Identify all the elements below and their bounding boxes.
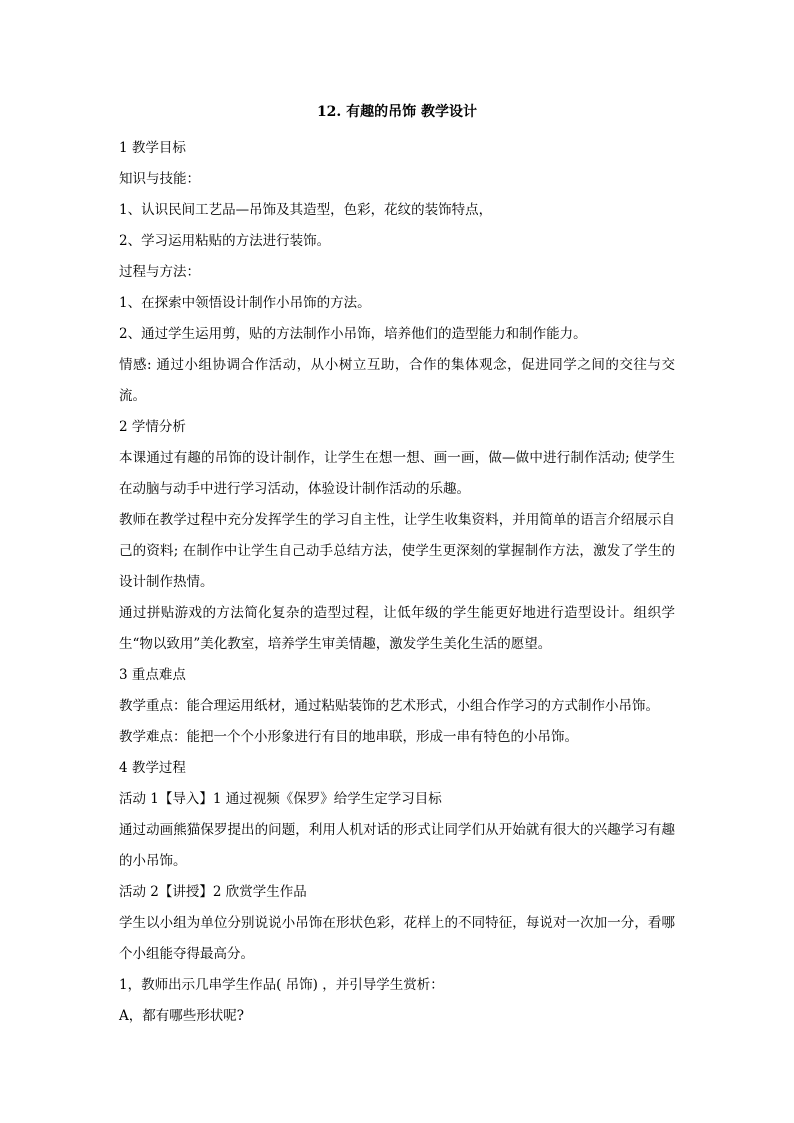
paragraph-key-point: 教学重点：能合理运用纸材，通过粘贴装饰的艺术形式，小组合作学习的方式制作小吊饰。 <box>119 698 659 714</box>
document-title: 12. 有趣的吊饰 教学设计 <box>316 104 478 120</box>
paragraph: 本课通过有趣的吊饰的设计制作，让学生在想一想、画一画，做—做中进行制作活动; 使学生在动脑与动手中进行学习活动，体验设计制作活动的乐趣。 <box>119 450 675 497</box>
paragraph: 教师在教学过程中充分发挥学生的学习自主性，让学生收集资料，并用简单的语言介绍展示自己的资料; 在制作中让学生自己动手总结方法，使学生更深刻的掌握制作方法，激发了学生的设计制作热情。 <box>119 512 675 590</box>
paragraph: 1、在探索中领悟设计制作小吊饰的方法。 <box>119 295 371 311</box>
heading-student-analysis: 2 学情分析 <box>119 419 186 435</box>
subheading-process-methods: 过程与方法： <box>119 264 200 280</box>
heading-objectives: 1 教学目标 <box>119 140 186 156</box>
subheading-knowledge-skills: 知识与技能： <box>119 171 200 187</box>
paragraph: 通过拼贴游戏的方法简化复杂的造型过程，让低年级的学生能更好地进行造型设计。组织学生“物以致用”美化教室，培养学生审美情趣，激发学生美化生活的愿望。 <box>119 605 675 652</box>
activity-2-heading: 活动 2【讲授】2 欣赏学生作品 <box>119 884 307 900</box>
heading-key-points: 3 重点难点 <box>119 667 186 683</box>
paragraph: 2、通过学生运用剪，贴的方法制作小吊饰，培养他们的造型能力和制作能力。 <box>119 326 587 342</box>
paragraph: A，都有哪些形状呢? <box>119 1008 244 1024</box>
paragraph: 通过动画熊猫保罗提出的问题，利用人机对话的形式让同学们从开始就有很大的兴趣学习有趣的小吊饰。 <box>119 822 675 869</box>
activity-1-heading: 活动 1【导入】1 通过视频《保罗》给学生定学习目标 <box>119 791 442 807</box>
paragraph-emotion: 情感: 通过小组协调合作活动，从小树立互助，合作的集体观念，促进同学之间的交往与交流。 <box>119 357 675 404</box>
paragraph: 1、认识民间工艺品—吊饰及其造型，色彩，花纹的装饰特点， <box>119 202 493 218</box>
paragraph-difficulty: 教学难点：能把一个个小形象进行有目的地串联，形成一串有特色的小吊饰。 <box>119 729 578 745</box>
document-body <box>119 133 675 1032</box>
paragraph: 1，教师出示几串学生作品( 吊饰) ，并引导学生赏析： <box>119 977 444 993</box>
paragraph: 2、学习运用粘贴的方法进行装饰。 <box>119 233 331 249</box>
paragraph: 学生以小组为单位分别说说小吊饰在形状色彩，花样上的不同特征，每说对一次加一分，看哪个小组能夺得最高分。 <box>119 915 675 962</box>
heading-teaching-process: 4 教学过程 <box>119 760 186 776</box>
